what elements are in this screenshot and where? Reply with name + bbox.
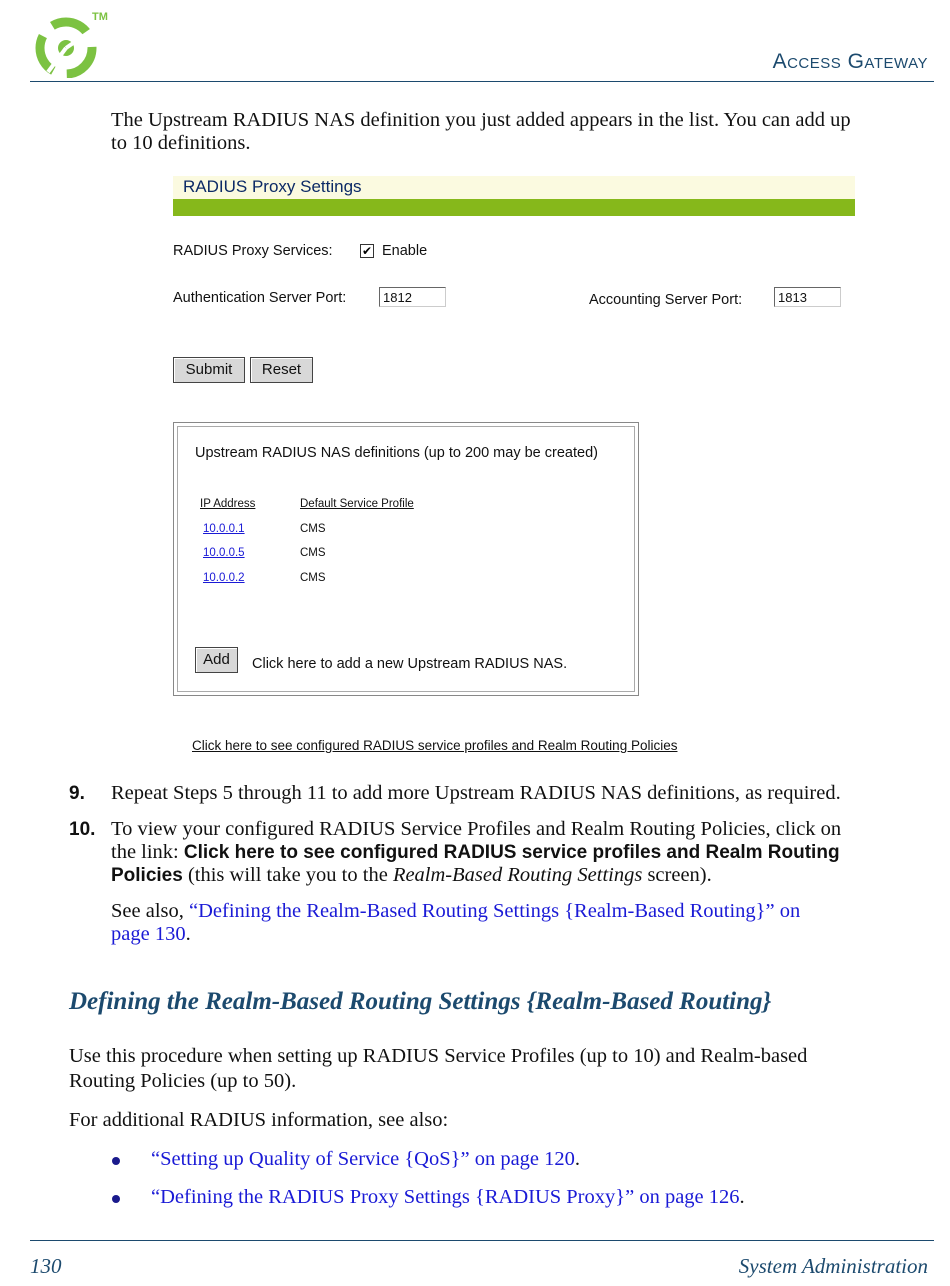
submit-button[interactable]: Submit <box>173 357 245 383</box>
add-nas-button[interactable]: Add <box>195 647 238 673</box>
enable-checkbox[interactable]: ✔ <box>361 244 373 258</box>
section-para-2: For additional RADIUS information, see also: <box>69 1109 449 1131</box>
trademark-mark: TM <box>92 11 108 23</box>
see-also-prefix: See also, <box>111 900 189 922</box>
step-10-line-1: To view your configured RADIUS Service Profiles and Realm Routing Policies, click on <box>111 818 842 840</box>
nas-profile-value: CMS <box>300 523 326 535</box>
section-heading: Defining the Realm-Based Routing Settings {Realm-Based Routing} <box>69 988 772 1015</box>
step-10-number: 10. <box>69 819 96 840</box>
page-number: 130 <box>30 1254 62 1278</box>
bullet-icon <box>112 1157 120 1165</box>
bullet-icon <box>112 1195 120 1203</box>
add-nas-hint: Click here to add a new Upstream RADIUS NAS. <box>252 656 568 672</box>
see-also-link-page[interactable]: page 130 <box>111 923 186 945</box>
panel-title: RADIUS Proxy Settings <box>183 177 362 196</box>
header-divider <box>30 81 934 82</box>
intro-line-2: to 10 definitions. <box>111 132 251 154</box>
step-10-line-3 <box>111 864 712 887</box>
section-para-1-line-2: Routing Policies (up to 50). <box>69 1070 297 1092</box>
proxy-services-label: RADIUS Proxy Services: <box>173 243 333 259</box>
nas-definitions-inner <box>177 426 635 692</box>
panel-accent-bar <box>173 199 855 216</box>
chapter-title: System Administration <box>738 1254 928 1278</box>
header-title: Access Gateway <box>772 50 928 73</box>
acct-port-input[interactable]: 1813 <box>774 287 841 307</box>
step-9-text: Repeat Steps 5 through 11 to add more Upstream RADIUS NAS definitions, as required. <box>111 782 841 804</box>
bullet-link[interactable]: “Defining the RADIUS Proxy Settings {RADIUS Proxy}” on page 126 <box>151 1186 740 1208</box>
enable-label: Enable <box>382 243 428 259</box>
auth-port-label: Authentication Server Port: <box>173 290 347 306</box>
bullet-item <box>151 1148 580 1171</box>
step-10-link-text: Click here to see configured RADIUS service profiles and Realm Routing <box>183 842 840 863</box>
auth-port-input[interactable]: 1812 <box>379 287 446 307</box>
bullet-period: . <box>574 1148 581 1170</box>
step-10-link-prefix: the link: <box>111 841 184 863</box>
acct-port-label: Accounting Server Port: <box>589 292 743 308</box>
footer-divider <box>30 1240 934 1241</box>
intro-line-1: The Upstream RADIUS NAS definition you just added appears in the list. You can add up <box>111 109 851 131</box>
step-9-number: 9. <box>69 783 85 804</box>
nas-ip-link[interactable]: 10.0.0.2 <box>203 572 245 584</box>
bullet-item <box>151 1186 745 1209</box>
step-10-mid-text: (this will take you to the <box>182 864 393 886</box>
bullet-period: . <box>739 1186 745 1208</box>
nas-heading: Upstream RADIUS NAS definitions (up to 200 may be created) <box>195 445 598 461</box>
section-para-1-line-1: Use this procedure when setting up RADIUS Service Profiles (up to 10) and Realm-based <box>69 1045 808 1067</box>
see-also-link[interactable]: “Defining the Realm-Based Routing Settings {Realm-Based Routing}” on <box>189 900 801 922</box>
nas-ip-link[interactable]: 10.0.0.1 <box>203 523 245 535</box>
see-also-line-1 <box>111 900 800 923</box>
step-10-link-text-end: Policies <box>111 865 183 886</box>
reset-button[interactable]: Reset <box>250 357 313 383</box>
see-also-period: . <box>185 923 191 945</box>
nas-profile-value: CMS <box>300 547 326 559</box>
column-header-profile: Default Service Profile <box>300 498 414 510</box>
nas-ip-link[interactable]: 10.0.0.5 <box>203 547 245 559</box>
column-header-ip: IP Address <box>200 498 256 510</box>
step-10-end-text: screen). <box>642 864 712 886</box>
service-profiles-link[interactable]: Click here to see configured RADIUS service profiles and Realm Routing Policies <box>192 738 678 753</box>
bullet-link[interactable]: “Setting up Quality of Service {QoS}” on page 120 <box>151 1148 575 1170</box>
step-10-line-2 <box>111 841 840 864</box>
company-logo <box>30 8 110 78</box>
step-10-screen-name: Realm-Based Routing Settings <box>392 864 643 886</box>
nas-profile-value: CMS <box>300 572 326 584</box>
see-also-line-2 <box>111 923 191 946</box>
